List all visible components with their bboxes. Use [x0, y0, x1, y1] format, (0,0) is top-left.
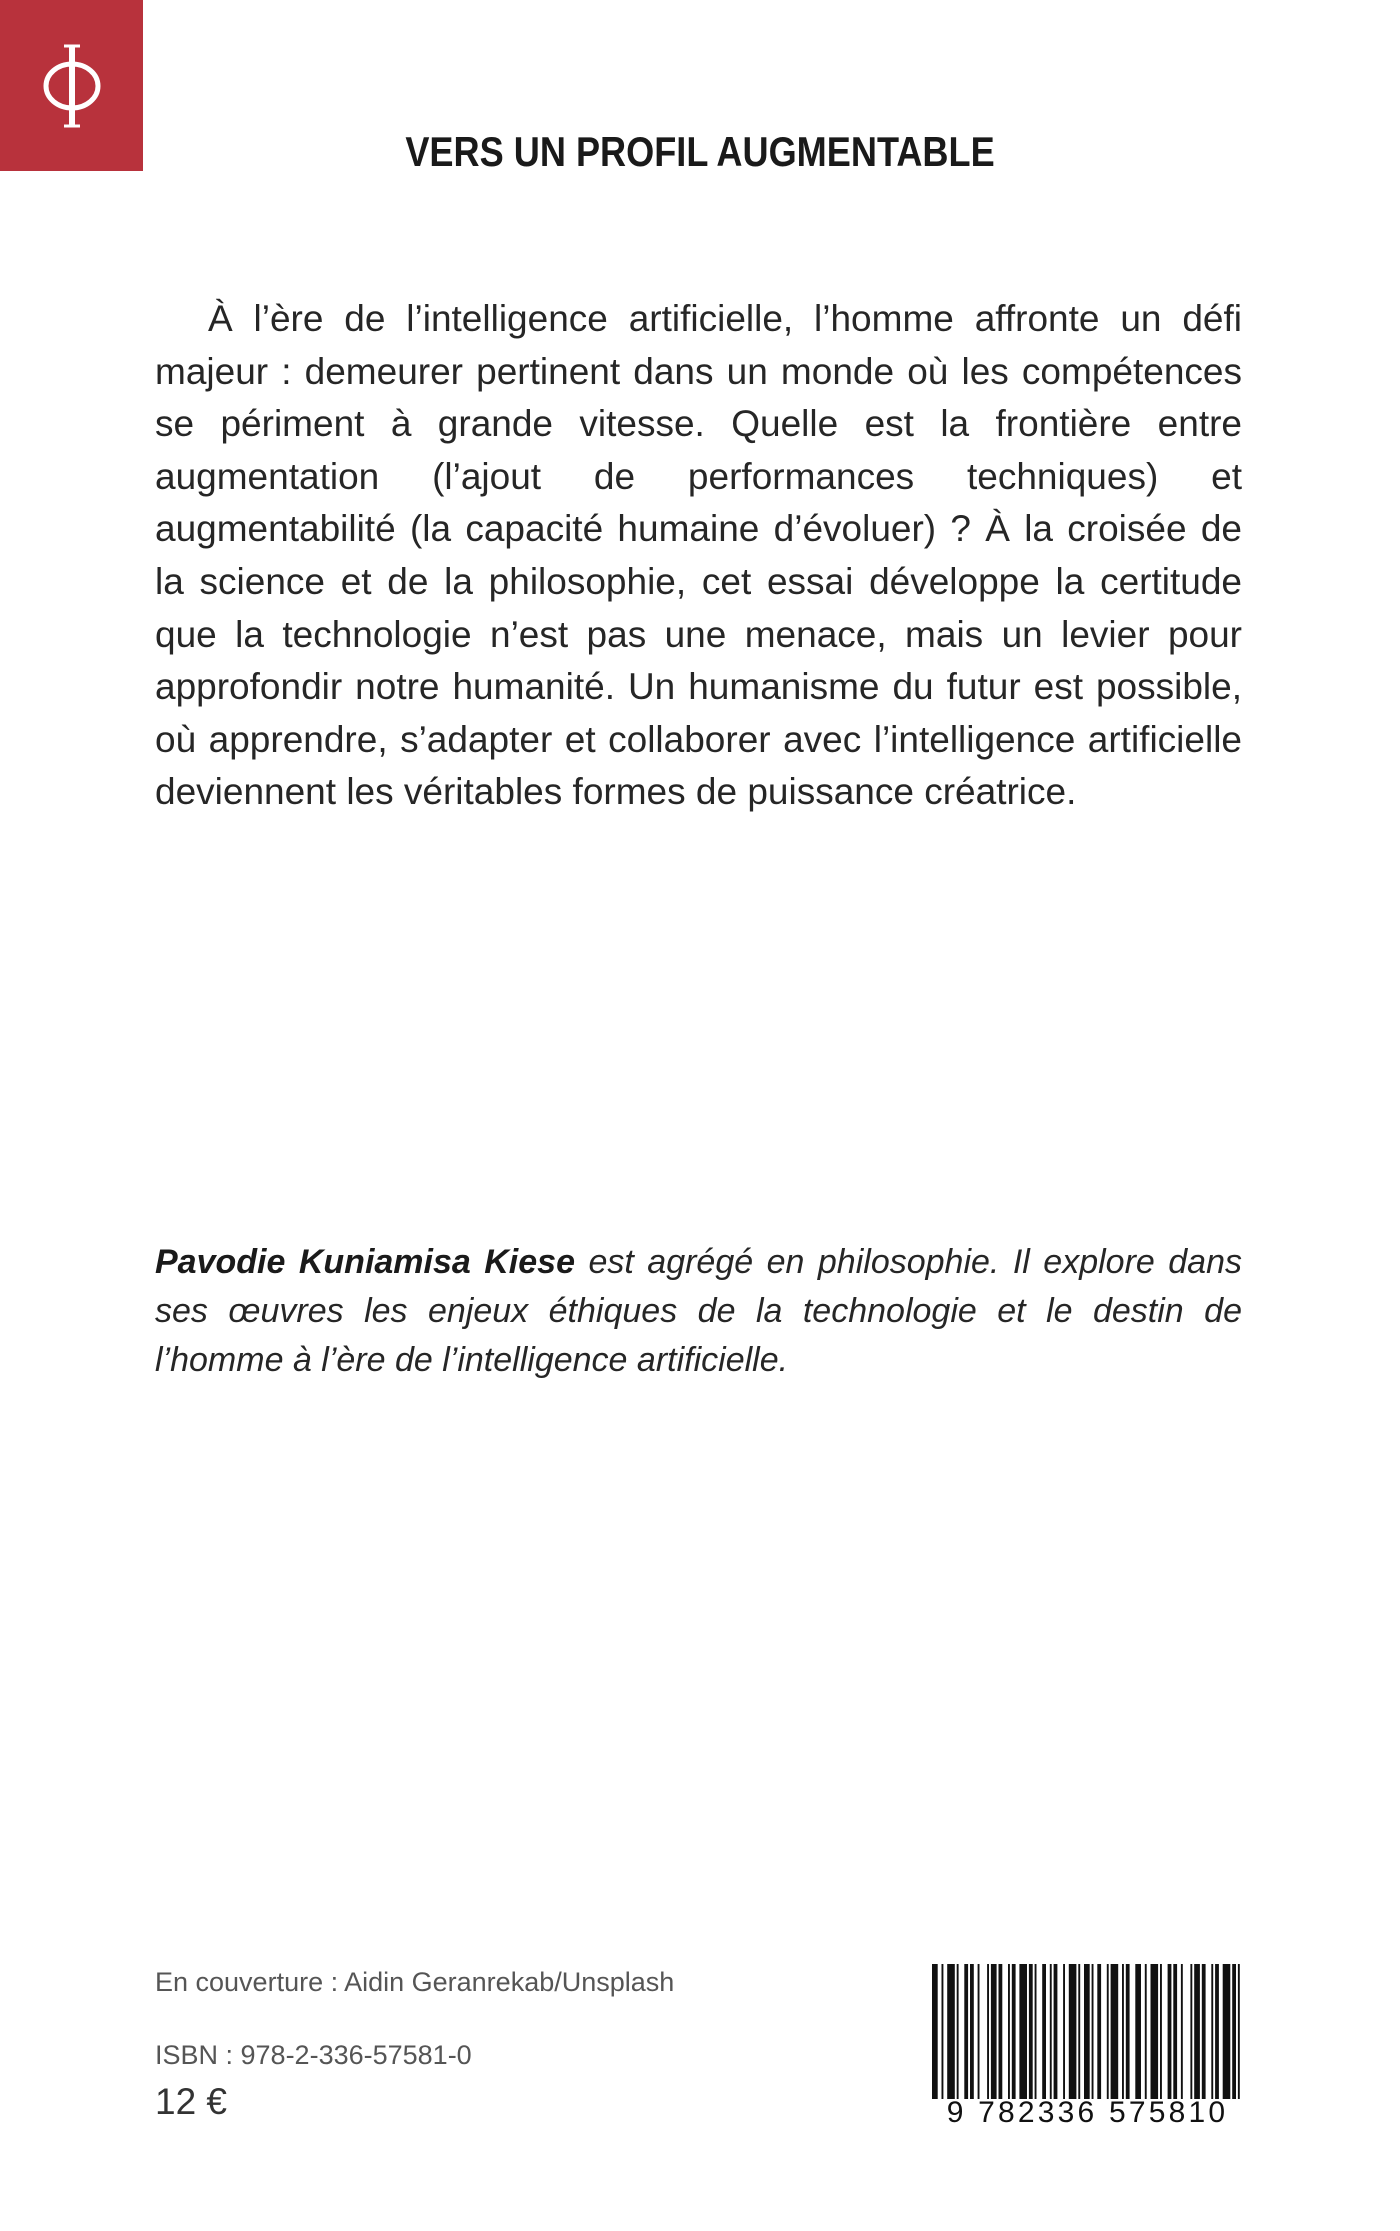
barcode-bar	[1084, 1964, 1090, 2099]
barcode-bar	[999, 1964, 1003, 2099]
barcode-bar	[1042, 1964, 1046, 2099]
barcode-bar	[932, 1964, 938, 2099]
barcode-bar	[1215, 1964, 1219, 2099]
barcode-bar	[1050, 1964, 1052, 2099]
barcode-bar	[1035, 1964, 1037, 2099]
barcode-bar	[1232, 1964, 1236, 2099]
author-bio: est agrégé en philosophie. Il explore dans ses œuvres les enjeux éthiques de la technologie et le destin de l’homme à l’ère de l’intelligence artificielle.	[155, 1243, 1242, 1379]
barcode-bar	[987, 1964, 989, 2099]
barcode-bar	[1111, 1964, 1119, 2099]
barcode-bar	[1078, 1964, 1080, 2099]
barcode-bar	[1012, 1964, 1016, 2099]
barcode-bar	[1122, 1964, 1124, 2099]
isbn: ISBN : 978-2-336-57581-0	[155, 2040, 472, 2070]
barcode-bar	[1168, 1964, 1172, 2099]
barcode-bar	[1135, 1964, 1141, 2099]
barcode-bar	[947, 1964, 955, 2099]
barcode-bar	[1054, 1964, 1058, 2099]
author-note	[155, 1238, 1242, 1385]
author-name: Pavodie Kuniamisa Kiese	[155, 1243, 575, 1281]
price: 12 €	[155, 2081, 228, 2122]
cover-credits: En couverture : Aidin Geranrekab/Unsplash	[155, 1967, 675, 1997]
barcode-bar	[1211, 1964, 1213, 2099]
barcode-bar	[1190, 1964, 1192, 2099]
barcode-bar	[1008, 1964, 1010, 2099]
barcode-bar	[1019, 1964, 1027, 2099]
barcode-bar	[978, 1964, 980, 2099]
barcode-bars	[930, 1964, 1245, 2099]
barcode-bar	[942, 1964, 944, 2099]
barcode-bar	[1145, 1964, 1147, 2099]
book-title: VERS UN PROFIL AUGMENTABLE	[405, 128, 995, 175]
barcode-bar	[964, 1964, 968, 2099]
barcode-bar	[1173, 1964, 1177, 2099]
barcode-bar	[957, 1964, 959, 2099]
barcode-bar	[1092, 1964, 1094, 2099]
barcode-bar	[1097, 1964, 1101, 2099]
barcode-bar	[1151, 1964, 1159, 2099]
barcode-digits: 9 782336 575810	[946, 2096, 1229, 2129]
barcode-bar	[1160, 1964, 1162, 2099]
phi-logo-icon	[36, 41, 108, 131]
barcode-bar	[1223, 1964, 1231, 2099]
barcode-bar	[991, 1964, 997, 2099]
book-summary: À l’ère de l’intelligence artificielle, l’homme affronte un défi majeur : demeurer pertinent dans un monde où les compétences se périment à grande vitesse. Quelle est la frontière entre augmentation (l’ajout de performances techniques) et augmentabilité (la capacité humaine d’évoluer) ? À la croisée de la science et de la philosophie, cet essai développe la certitude que la technologie n’est pas une menace, mais un levier pour approfondir notre humanité. Un humanisme du futur est possible, où apprendre, s’adapter et collaborer avec l’intelligence artificielle deviennent les véritables formes de puissance créatrice.	[155, 298, 1242, 813]
barcode-bar	[1107, 1964, 1109, 2099]
barcode-bar	[1063, 1964, 1065, 2099]
barcode-bar	[1029, 1964, 1033, 2099]
barcode-bar	[1126, 1964, 1130, 2099]
barcode-bar	[1238, 1964, 1240, 2099]
barcode-bar	[1181, 1964, 1183, 2099]
barcode-bar	[1202, 1964, 1206, 2099]
barcode-bar	[970, 1964, 974, 2099]
barcode-bar	[1069, 1964, 1077, 2099]
barcode-bar	[1194, 1964, 1200, 2099]
